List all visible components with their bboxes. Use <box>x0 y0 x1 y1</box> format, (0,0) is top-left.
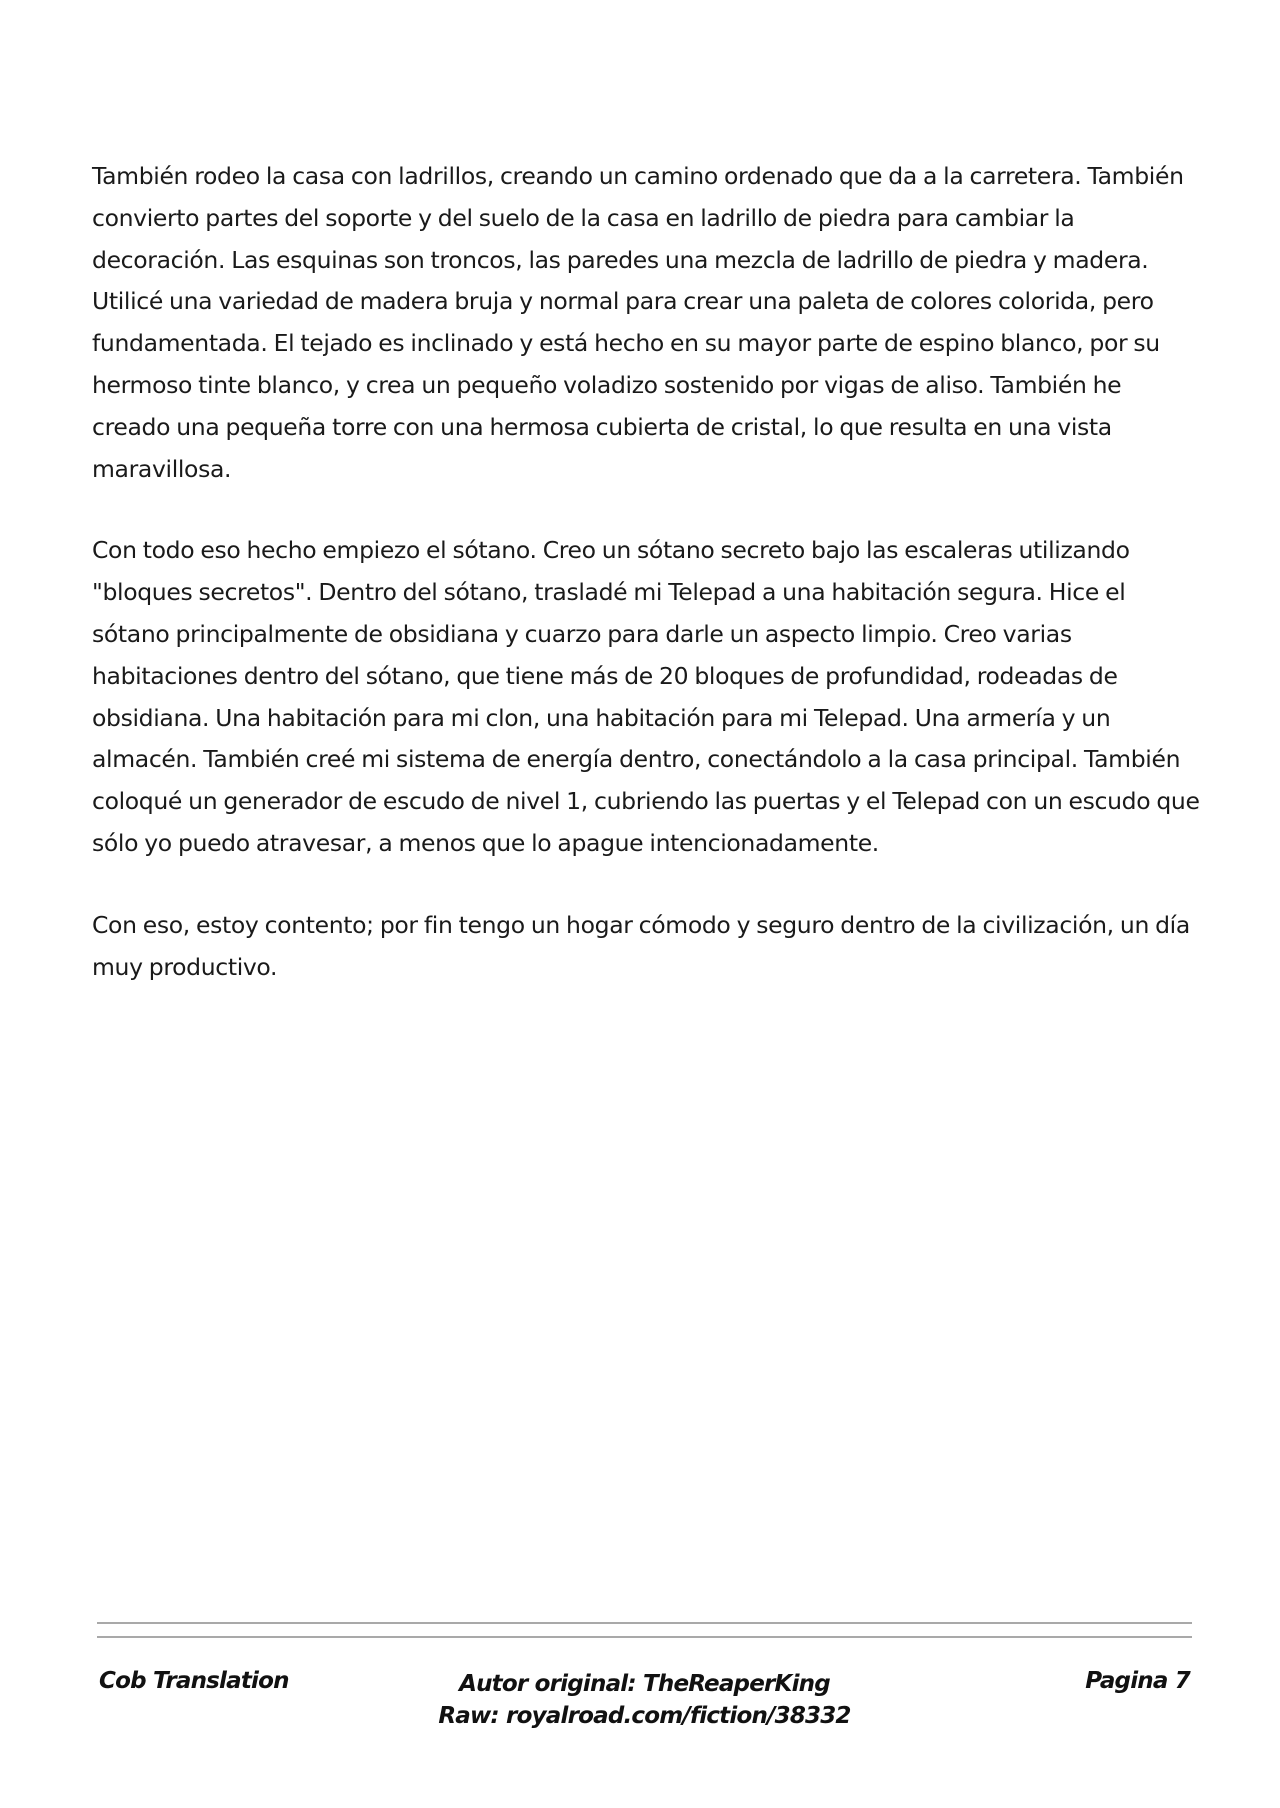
footer-divider-bottom <box>97 1636 1192 1638</box>
page-body <box>92 156 1202 1028</box>
paragraph-1: También rodeo la casa con ladrillos, creando un camino ordenado que da a la carretera. También convierto partes del soporte y del suelo de la casa en ladrillo de piedra para cambiar la decoración. Las esquinas son troncos, las paredes una mezcla de ladrillo de piedra y madera. Utilicé una variedad de madera bruja y normal para crear una paleta de colores colorida, pero fundamentada. El tejado es inclinado y está hecho en su mayor parte de espino blanco, por su hermoso tinte blanco, y crea un pequeño voladizo sostenido por vigas de aliso. También he creado una pequeña torre con una hermosa cubierta de cristal, lo que resulta en una vista maravillosa. <box>92 162 1184 483</box>
source-credit <box>97 1668 1192 1732</box>
footer-divider-top <box>97 1622 1192 1624</box>
original-author: Autor original: TheReaperKing <box>459 1671 830 1697</box>
raw-source: Raw: royalroad.com/fiction/38332 <box>438 1703 851 1729</box>
page-number: Pagina 7 <box>1085 1668 1190 1694</box>
paragraph-3: Con eso, estoy contento; por fin tengo un hogar cómodo y seguro dentro de la civilización, un día muy productivo. <box>92 910 1190 981</box>
page-footer <box>97 1668 1192 1748</box>
paragraph-2: Con todo eso hecho empiezo el sótano. Creo un sótano secreto bajo las escaleras utilizando "bloques secretos". Dentro del sótano, trasladé mi Telepad a una habitación segura. Hice el sótano principalmente de obsidiana y cuarzo para darle un aspecto limpio. Creo varias habitaciones dentro del sótano, que tiene más de 20 bloques de profundidad, rodeadas de obsidiana. Una habitación para mi clon, una habitación para mi Telepad. Una armería y un almacén. También creé mi sistema de energía dentro, conectándolo a la casa principal. También coloqué un generador de escudo de nivel 1, cubriendo las puertas y el Telepad con un escudo que sólo yo puedo atravesar, a menos que lo apague intencionadamente. <box>92 536 1200 857</box>
translator-credit: Cob Translation <box>99 1668 289 1694</box>
